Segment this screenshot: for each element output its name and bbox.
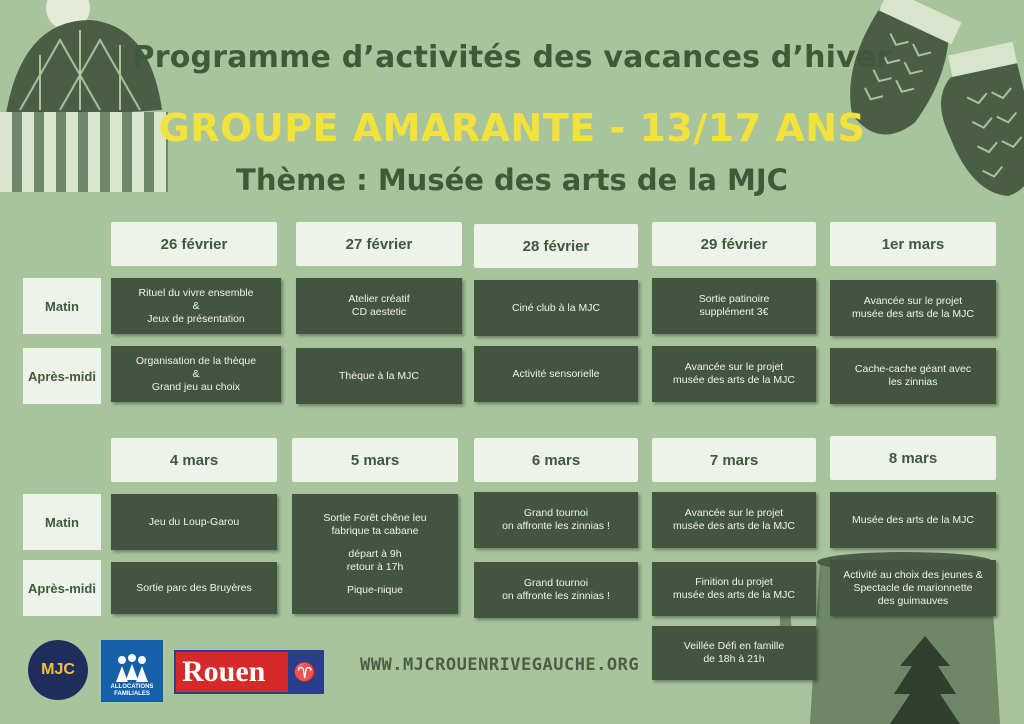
- page-title: Programme d’activités des vacances d’hiver: [132, 40, 892, 75]
- activity-cell: Sortie Forêt chêne leu fabrique ta cabane départ à 9h retour à 17h Pique-nique: [292, 494, 458, 614]
- activity-cell: Avancée sur le projet musée des arts de la MJC: [652, 492, 816, 548]
- activity-cell: Atelier créatif CD aestetic: [296, 278, 462, 334]
- theme-heading: Thème : Musée des arts de la MJC: [236, 163, 788, 197]
- caf-logo: ALLOCATIONS FAMILIALES: [101, 640, 163, 702]
- row-label-morning: Matin: [23, 278, 101, 334]
- activity-cell: Veillée Défi en famille de 18h à 21h: [652, 626, 816, 680]
- row-label-morning: Matin: [23, 494, 101, 550]
- activity-cell: Grand tournoi on affronte les zinnias !: [474, 562, 638, 618]
- date-label: 5 mars: [292, 438, 458, 482]
- date-label: 4 mars: [111, 438, 277, 482]
- activity-cell: Activité sensorielle: [474, 346, 638, 402]
- activity-cell: Organisation de la thèque & Grand jeu au choix: [111, 346, 281, 402]
- activity-cell: Grand tournoi on affronte les zinnias !: [474, 492, 638, 548]
- date-label: 29 février: [652, 222, 816, 266]
- activity-cell: Avancée sur le projet musée des arts de la MJC: [652, 346, 816, 402]
- row-label-afternoon: Après-midi: [23, 560, 101, 616]
- activity-cell: Avancée sur le projet musée des arts de la MJC: [830, 280, 996, 336]
- date-label: 1er mars: [830, 222, 996, 266]
- activity-cell: Rituel du vivre ensemble & Jeux de présentation: [111, 278, 281, 334]
- activity-cell: Finition du projet musée des arts de la MJC: [652, 562, 816, 616]
- date-label: 7 mars: [652, 438, 816, 482]
- date-label: 8 mars: [830, 436, 996, 480]
- mjc-logo: MJC: [28, 640, 88, 700]
- website-link[interactable]: WWW.MJCROUENRIVEGAUCHE.ORG: [360, 655, 640, 675]
- tree-icon: [890, 636, 960, 724]
- date-label: 26 février: [111, 222, 277, 266]
- activity-cell: Cache-cache géant avec les zinnias: [830, 348, 996, 404]
- activity-cell: Sortie parc des Bruyères: [111, 562, 277, 614]
- activity-cell: Jeu du Loup-Garou: [111, 494, 277, 550]
- activity-cell: Thèque à la MJC: [296, 348, 462, 404]
- row-label-afternoon: Après-midi: [23, 348, 101, 404]
- date-label: 6 mars: [474, 438, 638, 482]
- caf-family-icon: [112, 654, 152, 684]
- activity-cell: Sortie patinoire supplément 3€: [652, 278, 816, 334]
- group-heading: GROUPE AMARANTE - 13/17 ANS: [158, 106, 866, 150]
- date-label: 27 février: [296, 222, 462, 266]
- activity-cell: Activité au choix des jeunes & Spectacle de marionnette des guimauves: [830, 560, 996, 616]
- date-label: 28 février: [474, 224, 638, 268]
- lamb-icon: ♈: [288, 652, 322, 692]
- activity-cell: Ciné club à la MJC: [474, 280, 638, 336]
- activity-cell: Musée des arts de la MJC: [830, 492, 996, 548]
- rouen-logo: Rouen ♈: [174, 650, 324, 694]
